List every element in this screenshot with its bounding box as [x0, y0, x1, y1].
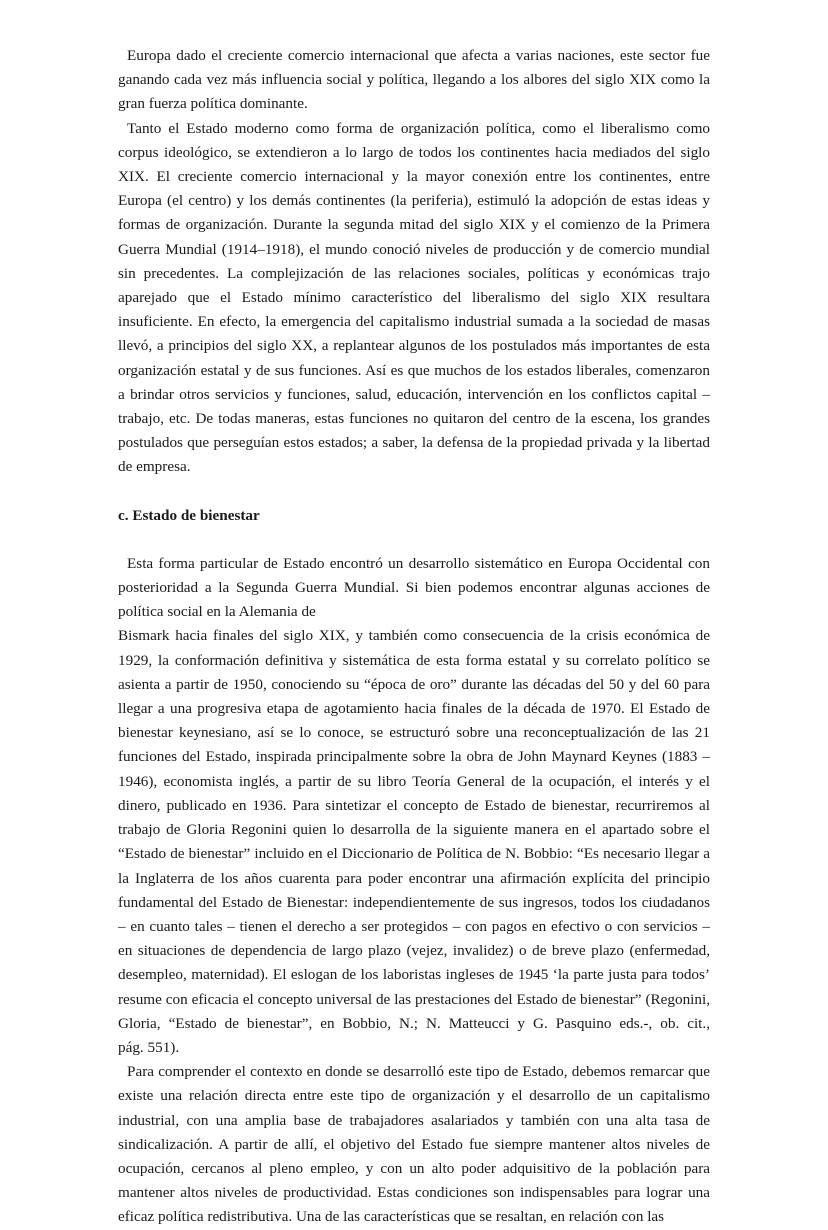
heading-estado-de-bienestar: c. Estado de bienestar [118, 506, 260, 524]
paragraph-estado-moderno: Tanto el Estado moderno como forma de organización política, como el liberalismo como corpus ideológico, se extendieron a lo largo de todos los continentes hacia mediados del siglo XIX. El creciente comercio internacional y la mayor conexión entre los continentes, entre Europa (el centro) y los demás continentes (la periferia), estimuló la adopción de estas ideas y formas de organización. Durante la segunda mitad del siglo XIX y el comienzo de la Primera Guerra Mundial (1914–1918), el mundo conoció niveles de producción y de comercio mundial sin precedentes. La complejización de las relaciones sociales, políticas y económicas trajo aparejado que el Estado mínimo característico del liberalismo del siglo XIX resultara insuficiente. En efecto, la emergencia del capitalismo industrial sumada a la sociedad de masas llevó, a principios del siglo XX, a replantear algunos de los postulados más importantes de esta organización estatal y de sus funciones. Así es que muchos de los estados liberales, comenzaron a brindar otros servicios y funciones, salud, educación, intervención en los conflictos capital – trabajo, etc. De todas maneras, estas funciones no quitaron del centro de la escena, los grandes postulados que perseguían estos estados; a saber, la defensa de la propiedad privada y la libertad de empresa. [118, 119, 710, 476]
paragraph-para-comprender-contexto: Para comprender el contexto en donde se desarrolló este tipo de Estado, debemos remarcar que existe una relación directa entre este tipo de organización y el desarrollo de un capitalismo industrial, con una amplia base de trabajadores asalariados y también con una alta tasa de sindicalización. A partir de allí, el objetivo del Estado fue siempre mantener altos niveles de ocupación, cercanos al pleno empleo, y con un alto poder adquisitivo de la población para mantener altos niveles de productividad. Estas condiciones son indispensables para lograr una eficaz política redistributiva. Una de las características que se resaltan, en relación con las [118, 1063, 710, 1226]
document-text-column [118, 44, 710, 1230]
paragraph-bismark-keynes-regonini: Bismark hacia finales del siglo XIX, y también como consecuencia de la crisis económica de 1929, la conformación definitiva y sistemática de esta forma estatal y su correlato político se asienta a partir de 1950, conociendo su “época de oro” durante las décadas del 50 y del 60 para llegar a una progresiva etapa de agotamiento hacia finales de la década de 1970. El Estado de bienestar keynesiano, así se lo conoce, se estructuró sobre una reconceptualización de las 21 funciones del Estado, inspirada principalmente sobre la obra de John Maynard Keynes (1883 – 1946), economista inglés, a partir de su libro Teoría General de la ocupación, el interés y el dinero, publicado en 1936. Para sintetizar el concepto de Estado de bienestar, recurriremos al trabajo de Gloria Regonini quien lo desarrolla de la siguiente manera en el apartado sobre el “Estado de bienestar” incluido en el Diccionario de Política de N. Bobbio: “Es necesario llegar a la Inglaterra de los años cuarenta para poder encontrar una afirmación explícita del principio fundamental del Estado de Bienestar: independientemente de sus ingresos, todos los ciudadanos – en cuanto tales – tienen el derecho a ser protegidos – con pagos en efectivo o con servicios – en situaciones de dependencia de largo plazo (vejez, invalidez) o de breve plazo (enfermedad, desempleo, maternidad). El eslogan de los laboristas ingleses de 1945 ‘la parte justa para todos’ resume con eficacia el concepto universal de las prestaciones del Estado de bienestar” (Regonini, Gloria, “Estado de bienestar”, en Bobbio, N.; N. Matteucci y G. Pasquino eds.-, ob. cit., [118, 627, 710, 1032]
paragraph-esta-forma-particular: Esta forma particular de Estado encontró un desarrollo sistemático en Europa Occidental con posterioridad a la Segunda Guerra Mundial. Si bien podemos encontrar algunas acciones de [118, 554, 710, 597]
spacer-before-heading [118, 480, 710, 504]
line-pagina-551: pág. 551). [118, 1038, 180, 1056]
paragraph-europa-comercio: Europa dado el creciente comercio internacional que afecta a varias naciones, este sector fue ganando cada vez más influencia social y política, llegando a los albores del siglo XIX como la gran fuerza política dominante. [118, 47, 710, 113]
spacer-after-heading [118, 528, 710, 552]
line-politica-social-alemania: política social en la Alemania de [118, 603, 316, 621]
